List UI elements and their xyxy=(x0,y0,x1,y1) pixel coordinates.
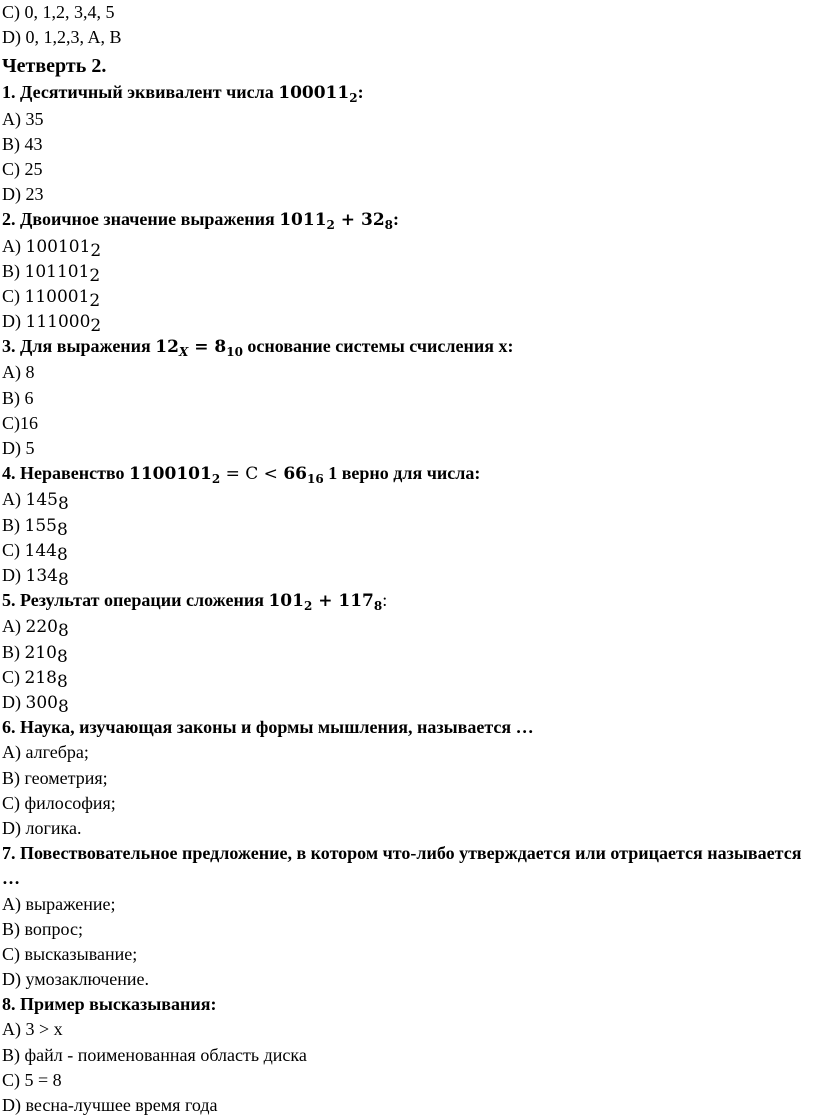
option-b: B) файл - поименованная область диска xyxy=(2,1044,307,1065)
question-2: 2. Двоичное значение выражения $1011_2 + 32_8$: xyxy=(2,209,400,233)
math-expression: $12_X = 8_{10}$ xyxy=(155,337,243,360)
option-c: C) $110001_2$ xyxy=(2,285,101,311)
math-expression: $1100101_2 = C < 66_{16}$ xyxy=(129,464,324,487)
option-d: D) $134_8$ xyxy=(2,565,69,590)
option-a: A) 35 xyxy=(2,108,44,129)
option-d: D) 5 xyxy=(2,438,35,459)
option-b: B) $210_8$ xyxy=(2,641,68,667)
question-text: 2. Двоичное значение выражения xyxy=(2,209,280,230)
option-b: B) 43 xyxy=(2,133,43,154)
question-text: 5. Результат операции сложения xyxy=(2,590,269,611)
option-c: C) философия; xyxy=(2,792,116,813)
option-a: A) 8 xyxy=(2,362,35,383)
option-a: A) 3 > x xyxy=(2,1019,63,1040)
option-c: C) 25 xyxy=(2,158,43,179)
option-c: C)16 xyxy=(2,412,38,433)
option-c: C) 0, 1,2, 3,4, 5 xyxy=(2,2,115,22)
option-a: A) $145_8$ xyxy=(2,489,69,515)
question-text: 3. Для выражения xyxy=(2,336,156,357)
option-d: D) $300_8$ xyxy=(2,691,69,717)
question-3: 3. Для выражения $12_X = 8_{10}$ основание системы счисления x: xyxy=(2,336,514,360)
math-expression: $1011_2 + 32_8$ xyxy=(279,210,394,233)
option-a: A) выражение; xyxy=(2,893,116,914)
option-d: D) весна-лучшее время года xyxy=(2,1095,218,1116)
option-c: C) $218_8$ xyxy=(2,666,68,692)
math-expression: $101_2 + 117_8$ xyxy=(268,591,383,614)
question-text: 1. Десятичный эквивалент числа xyxy=(2,82,279,103)
question-4: 4. Неравенство $1100101_2 = C < 66_{16}$ 1 верно для числа: xyxy=(2,463,481,487)
question-7: 7. Повествовательное предложение, в котором что-либо утверждается или отрицается называется … xyxy=(2,843,802,889)
option-c: C) высказывание; xyxy=(2,943,138,964)
option-a: A) алгебра; xyxy=(2,742,89,763)
question-8: 8. Пример высказывания: xyxy=(2,994,217,1015)
option-a: A) $220_8$ xyxy=(2,616,69,642)
option-b: B) $101101_2$ xyxy=(2,260,101,286)
option-a: A) $100101_2$ xyxy=(2,235,102,261)
option-d: D) $111000_2$ xyxy=(2,311,102,337)
option-d: D) 0, 1,2,3, A, B xyxy=(2,27,122,48)
option-d: D) логика. xyxy=(2,817,82,838)
section-heading: Четверть 2. xyxy=(2,55,107,78)
option-b: B) $155_8$ xyxy=(2,514,68,540)
option-c: C) $144_8$ xyxy=(2,539,68,565)
question-1: 1. Десятичный эквивалент числа $100011_2$: xyxy=(2,82,364,106)
question-6: 6. Наука, изучающая законы и формы мышления, называется … xyxy=(2,717,534,738)
option-c: C) 5 = 8 xyxy=(2,1069,62,1090)
math-number: $100011_2$ xyxy=(278,83,358,106)
option-b: B) геометрия; xyxy=(2,767,108,788)
option-d: D) умозаключение. xyxy=(2,969,150,990)
option-b: B) вопрос; xyxy=(2,918,83,939)
question-text: 4. Неравенство xyxy=(2,463,130,484)
option-b: B) 6 xyxy=(2,387,34,408)
question-5: 5. Результат операции сложения $101_2 + 117_8$: xyxy=(2,590,388,614)
option-d: D) 23 xyxy=(2,184,44,205)
